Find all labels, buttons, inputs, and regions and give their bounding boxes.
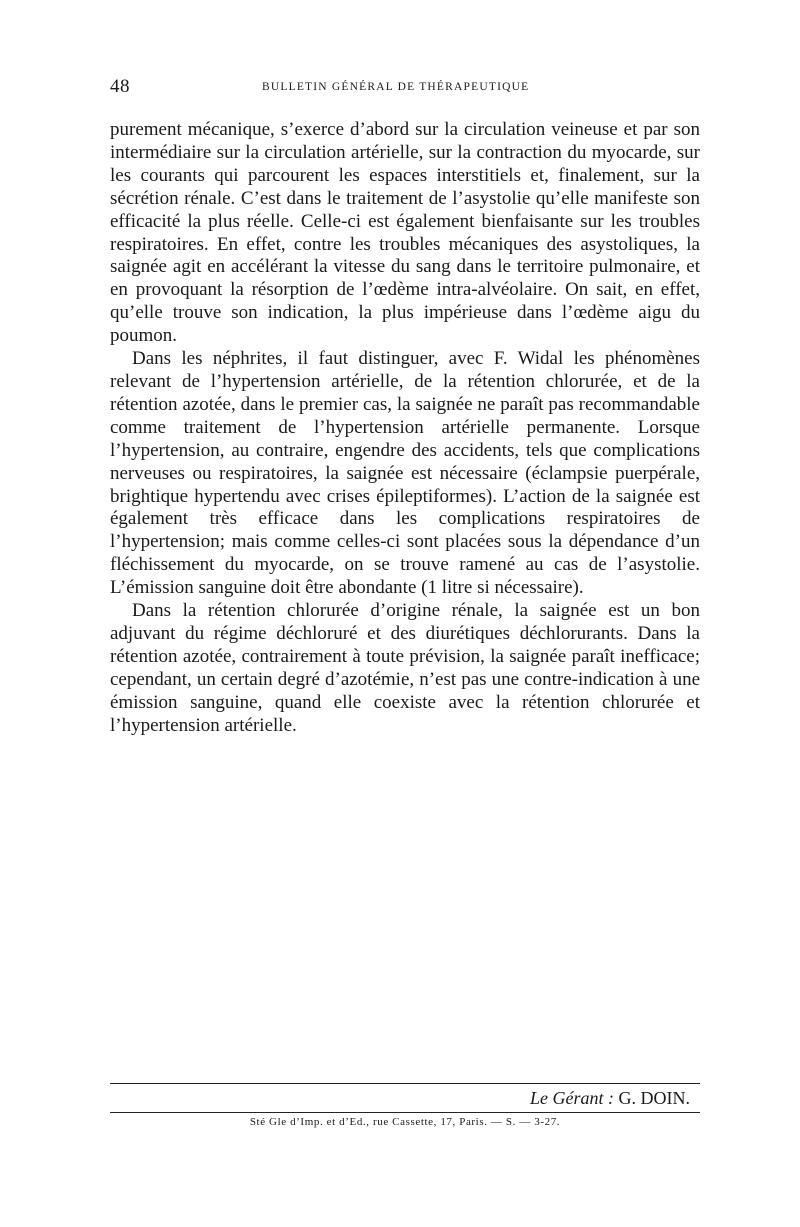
- body-text: [110, 119, 700, 737]
- paragraph-1: purement mécanique, s’exerce d’abord sur la circulation veineuse et par son intermédiaire sur la circulation artérielle, sur la contraction du myocarde, sur les courants qui parcourent les espaces interstitiels et, finalement, sur la sécrétion rénale. C’est dans le traitement de l’asystolie qu’elle manifeste son efficacité la plus réelle. Celle-ci est également bienfaisante sur les troubles respiratoires. En effet, contre les troubles mécaniques des asystoliques, la saignée agit en accélérant la vitesse du sang dans le territoire pulmonaire, et en provoquant la résorption de l’œdème intra-alvéolaire. On sait, en effet, qu’elle trouve son indication, la plus impérieuse dans l’œdème aigu du poumon.: [110, 119, 700, 347]
- signature: [530, 1088, 690, 1109]
- footer-rule-bottom: [110, 1112, 700, 1113]
- page-number: 48: [110, 76, 130, 97]
- paragraph-2: Dans les néphrites, il faut distinguer, avec F. Widal les phénomènes relevant de l’hypertension artérielle, de la rétention chlorurée, et de la rétention azotée, dans le premier cas, la saignée ne paraît pas recommandable comme traitement de l’hypertension artérielle permanente. Lorsque l’hypertension, au contraire, engendre des accidents, tels que complications nerveuses ou respiratoires, la saignée est nécessaire (éclampsie puerpérale, brightique hypertendu avec crises épileptiformes). L’action de la saignée est également très efficace dans les complications respiratoires de l’hypertension; mais comme celles-ci sont placées sous la dépendance d’un fléchissement du myocarde, on se trouve ramené au cas de l’asystolie. L’émission sanguine doit être abondante (1 litre si nécessaire).: [110, 348, 700, 599]
- paragraph-3: Dans la rétention chlorurée d’origine rénale, la saignée est un bon adjuvant du régime déchloruré et des diurétiques déchlorurants. Dans la rétention azotée, contrairement à toute prévision, la saignée paraît inefficace; cependant, un certain degré d’azotémie, n’est pas une contre-indication à une émission sanguine, quand elle coexiste avec la rétention chlorurée et l’hypertension artérielle.: [110, 600, 700, 736]
- printer-imprint: Sté Gle d’Imp. et d’Ed., rue Cassette, 17, Paris. — S. — 3-27.: [249, 1116, 561, 1128]
- signature-role: Le Gérant :: [530, 1088, 614, 1108]
- running-title: BULLETIN GÉNÉRAL DE THÉRAPEUTIQUE: [262, 81, 530, 93]
- signature-name: G. DOIN.: [618, 1088, 690, 1108]
- footer-rule-top: [110, 1083, 700, 1084]
- page-header: [110, 76, 700, 100]
